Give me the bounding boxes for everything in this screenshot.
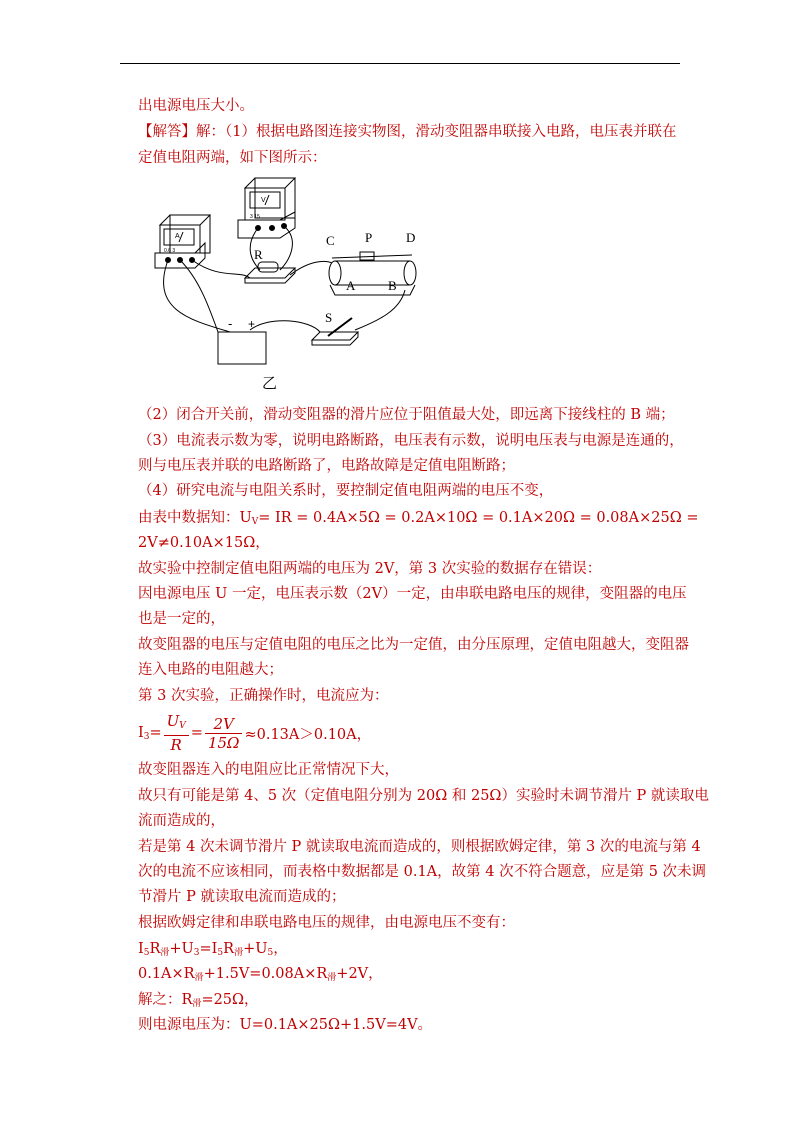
equation-line: $0.1A\times R_滑+1.5V=0.08A\times R_滑+2V$， bbox=[138, 966, 383, 983]
ammeter-scale: 0.6 3 bbox=[164, 248, 176, 254]
text-line: 则电源电压为：U=0.1A×25Ω+1.5V=4V。 bbox=[138, 1017, 433, 1033]
formula-result: ≈0.13A＞0.10A， bbox=[244, 726, 372, 743]
word: 知： bbox=[210, 510, 240, 526]
word: 由 bbox=[138, 510, 153, 526]
formula-equals: = bbox=[149, 725, 162, 741]
word: 据 bbox=[196, 510, 211, 526]
battery-plus: + bbox=[248, 317, 256, 331]
text-line: （4）研究电流与电阻关系时，要控制定值电阻两端的电压不变， bbox=[138, 483, 554, 499]
label-b: B bbox=[388, 278, 397, 293]
formula-lhs: $I_3$ bbox=[138, 724, 150, 742]
text-line: （3）电流表示数为零，说明电路断路，电压表有示数，说明电压表与电源是连通的， bbox=[138, 433, 684, 449]
header-rule bbox=[120, 63, 680, 64]
text-line: 流而造成的， bbox=[138, 813, 225, 829]
equation-line: $I_5R_滑+U_3=I_5R_滑+U_5$， bbox=[138, 941, 288, 958]
text-line: 也是一定的， bbox=[138, 611, 225, 627]
word: 表 bbox=[152, 510, 167, 526]
word: 中 bbox=[167, 510, 182, 526]
text-line: 定值电阻两端，如下图所示： bbox=[138, 150, 327, 166]
text-line bbox=[138, 122, 676, 142]
switch-label: S bbox=[325, 310, 333, 325]
word: = IR = 0.4A×5Ω = 0.2A×10Ω = 0.1A×20Ω = 0.08A×25Ω = bbox=[258, 510, 699, 526]
ammeter-letter: A bbox=[175, 233, 180, 240]
text-line: 若是第 4 次未调节滑片 P 就读取电流而造成的，则根据欧姆定律，第 3 次的电流与第 4 bbox=[138, 839, 701, 855]
circuit-diagram bbox=[150, 170, 430, 395]
text-line: 根据欧姆定律和串联电路电压的规律，由电源电压不变有： bbox=[138, 915, 515, 931]
word: 数 bbox=[181, 510, 196, 526]
text-line: 连入电路的电阻越大； bbox=[138, 662, 283, 678]
text-line: 节滑片 P 就读取电流而造成的； bbox=[138, 889, 346, 905]
text-line: 故变阻器连入的电阻应比正常情况下大， bbox=[138, 762, 399, 778]
answer-tag: 【解答】 bbox=[138, 124, 196, 140]
equation-line: 解之：$R_滑=25\Omega$， bbox=[138, 992, 259, 1009]
label-a: A bbox=[346, 278, 356, 293]
label-p: P bbox=[365, 230, 373, 245]
text-line: （2）闭合开关前，滑动变阻器的滑片应位于阻值最大处，即远离下接线柱的 B 端； bbox=[138, 407, 675, 423]
voltmeter-scale: 3 15 bbox=[250, 214, 260, 220]
fraction-2v-15: $\frac{2V}{15\Omega}$ bbox=[205, 715, 243, 752]
current-formula bbox=[138, 712, 371, 754]
text-line: 2V≠0.10A×15Ω， bbox=[138, 535, 270, 551]
text-line: 则与电压表并联的电路断路了，电路故障是定值电阻断路； bbox=[138, 458, 515, 474]
resistor-label: R bbox=[254, 247, 263, 262]
text-line: 故只有可能是第 4、5 次（定值电阻分别为 20Ω 和 25Ω）实验时未调节滑片 P 就读取电 bbox=[138, 788, 709, 804]
text-line: 故实验中控制定值电阻两端的电压为 2V，第 3 次实验的数据存在错误： bbox=[138, 561, 602, 577]
text-line: 因电源电压 U 一定，电压表示数（2V）一定，由串联电路电压的规律，变阻器的电压 bbox=[138, 586, 687, 602]
text-line: 出电源电压大小。 bbox=[138, 98, 254, 114]
formula-equals: = bbox=[190, 725, 203, 741]
text-line: 第 3 次实验，正确操作时，电流应为： bbox=[138, 688, 389, 704]
fraction-uv-r: $\frac{U_V}{R}$ bbox=[164, 712, 189, 754]
word: $U_V$ bbox=[239, 510, 259, 527]
answer-text: 解：（1）根据电路图连接实物图，滑动变阻器串联接入电路，电压表并联在 bbox=[196, 124, 677, 140]
text-line: 故变阻器的电压与定值电阻的电压之比为一定值，由分压原理，定值电阻越大，变阻器 bbox=[138, 637, 689, 653]
label-c: C bbox=[326, 233, 335, 248]
text-line: 次的电流不应该相同，而表格中数据都是 0.1A，故第 4 次不符合题意，应是第 5 次未调 bbox=[138, 864, 707, 880]
voltmeter-letter: V bbox=[261, 197, 266, 204]
label-d: D bbox=[406, 230, 416, 245]
figure-caption: 乙 bbox=[262, 374, 278, 392]
battery-minus: - bbox=[228, 316, 233, 331]
text-line-justified bbox=[138, 508, 699, 532]
